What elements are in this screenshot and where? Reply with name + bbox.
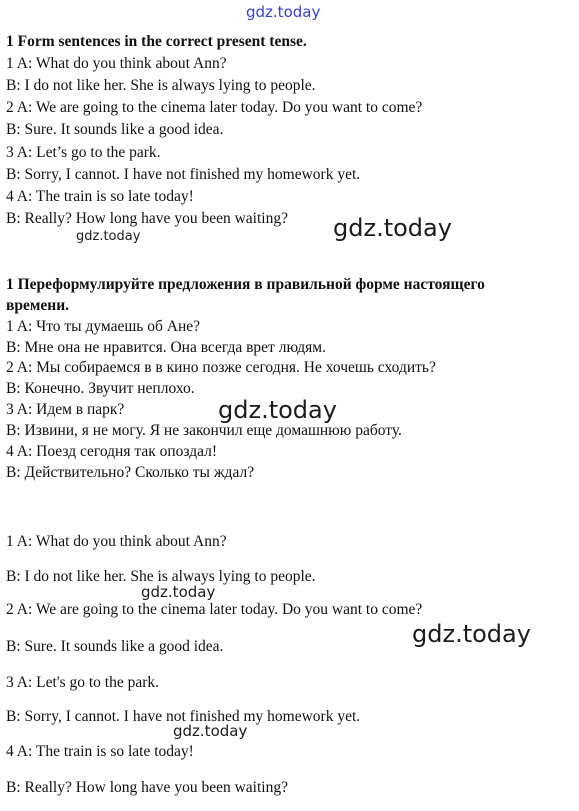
dialogue-line: 2 A: We are going to the cinema later today. Do you want to come? — [6, 99, 423, 116]
section1-heading: 1 Form sentences in the correct present tense. — [6, 33, 307, 50]
answer-line: 3 A: Let's go to the park. — [6, 674, 160, 691]
answer-line: B: Sorry, I cannot. I have not finished my homework yet. — [6, 708, 361, 725]
watermark-small: gdz.today — [76, 229, 141, 244]
dialogue-line: B: Sure. It sounds like a good idea. — [6, 121, 224, 138]
watermark-small: gdz.today — [141, 583, 216, 601]
watermark-large: gdz.today — [412, 620, 531, 648]
answer-line: 1 A: What do you think about Ann? — [6, 533, 227, 550]
dialogue-line: B: Извини, я не могу. Я не закончил еще домашнюю работу. — [6, 422, 402, 439]
answer-line: B: I do not like her. She is always lying to people. — [6, 568, 316, 585]
dialogue-line: 3 A: Let’s go to the park. — [6, 144, 161, 161]
dialogue-line: B: Really? How long have you been waiting? — [6, 210, 288, 227]
dialogue-line: B: Мне она не нравится. Она всегда врет людям. — [6, 339, 326, 356]
section2-heading: 1 Переформулируйте предложения в правильной форме настоящего — [6, 276, 485, 293]
dialogue-line: 1 A: What do you think about Ann? — [6, 55, 227, 72]
watermark-small: gdz.today — [173, 722, 248, 740]
watermark-top: gdz.today — [246, 3, 321, 21]
dialogue-line: B: Sorry, I cannot. I have not finished my homework yet. — [6, 166, 361, 183]
dialogue-line: 4 A: Поезд сегодня так опоздал! — [6, 443, 218, 460]
answer-line: B: Sure. It sounds like a good idea. — [6, 638, 224, 655]
dialogue-line: B: Конечно. Звучит неплохо. — [6, 380, 195, 397]
answer-line: 4 A: The train is so late today! — [6, 743, 194, 760]
section2-heading-cont: времени. — [6, 297, 70, 314]
answer-line: 2 A: We are going to the cinema later today. Do you want to come? — [6, 601, 423, 618]
answer-line: B: Really? How long have you been waiting? — [6, 779, 288, 796]
watermark-large: gdz.today — [333, 214, 452, 242]
dialogue-line: 2 A: Мы собираемся в в кино позже сегодня. Не хочешь сходить? — [6, 359, 436, 376]
dialogue-line: 3 A: Идем в парк? — [6, 401, 125, 418]
dialogue-line: 1 A: Что ты думаешь об Ане? — [6, 318, 201, 335]
dialogue-line: B: Действительно? Сколько ты ждал? — [6, 464, 255, 481]
watermark-large: gdz.today — [218, 396, 337, 424]
dialogue-line: B: I do not like her. She is always lying to people. — [6, 77, 316, 94]
dialogue-line: 4 A: The train is so late today! — [6, 188, 194, 205]
